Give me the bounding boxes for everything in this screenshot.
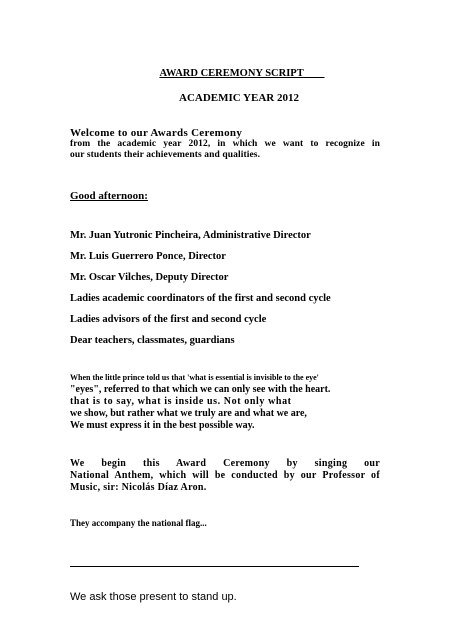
anthem-line: Music, sir: Nicolás Díaz Aron. [70,482,207,493]
stand-up-line: We ask those present to stand up. [70,591,237,603]
little-prince-paragraph [70,372,380,432]
anthem-paragraph [70,458,380,494]
quote-line: we show, but rather what we truly are and what we are, [70,408,307,419]
document-subtitle: ACADEMIC YEAR 2012 [179,92,299,104]
quote-line: that is to say, what is inside us. Not only what [70,396,292,407]
welcome-paragraph [70,128,380,161]
horizontal-rule [70,566,359,567]
addressee-list [70,229,380,355]
addressee-item: Mr. Oscar Vilches, Deputy Director [70,272,229,283]
greeting-text: Good afternoon: [70,190,148,202]
welcome-line: Welcome to our Awards Ceremony [70,127,243,139]
quote-line: When the little prince told us that 'what is essential is invisible to the eye' [70,373,319,382]
welcome-line: our students their achievements and qualities. [70,150,261,160]
greeting-heading [70,190,380,202]
title-underline-tail [304,68,325,79]
quote-line: We must express it in the best possible way. [70,420,255,431]
document-title [5,68,474,79]
quote-line: "eyes", referred to that which we can only see with the heart. [70,384,331,395]
addressee-item: Dear teachers, classmates, guardians [70,335,235,346]
addressee-item: Ladies advisors of the first and second cycle [70,314,267,325]
addressee-item: Mr. Luis Guerrero Ponce, Director [70,251,226,262]
addressee-item: Ladies academic coordinators of the first and second cycle [70,293,331,304]
addressee-item: Mr. Juan Yutronic Pincheira, Administrative Director [70,230,311,241]
anthem-line: We begin this Award Ceremony by singing our [70,458,380,469]
welcome-line: from the academic year 2012, in which we want to recognize in [70,139,380,149]
document-title-text: AWARD CEREMONY SCRIPT [159,68,304,79]
anthem-line: National Anthem, which will be conducted by our Professor of [70,470,380,481]
flag-line: They accompany the national flag... [70,518,207,528]
